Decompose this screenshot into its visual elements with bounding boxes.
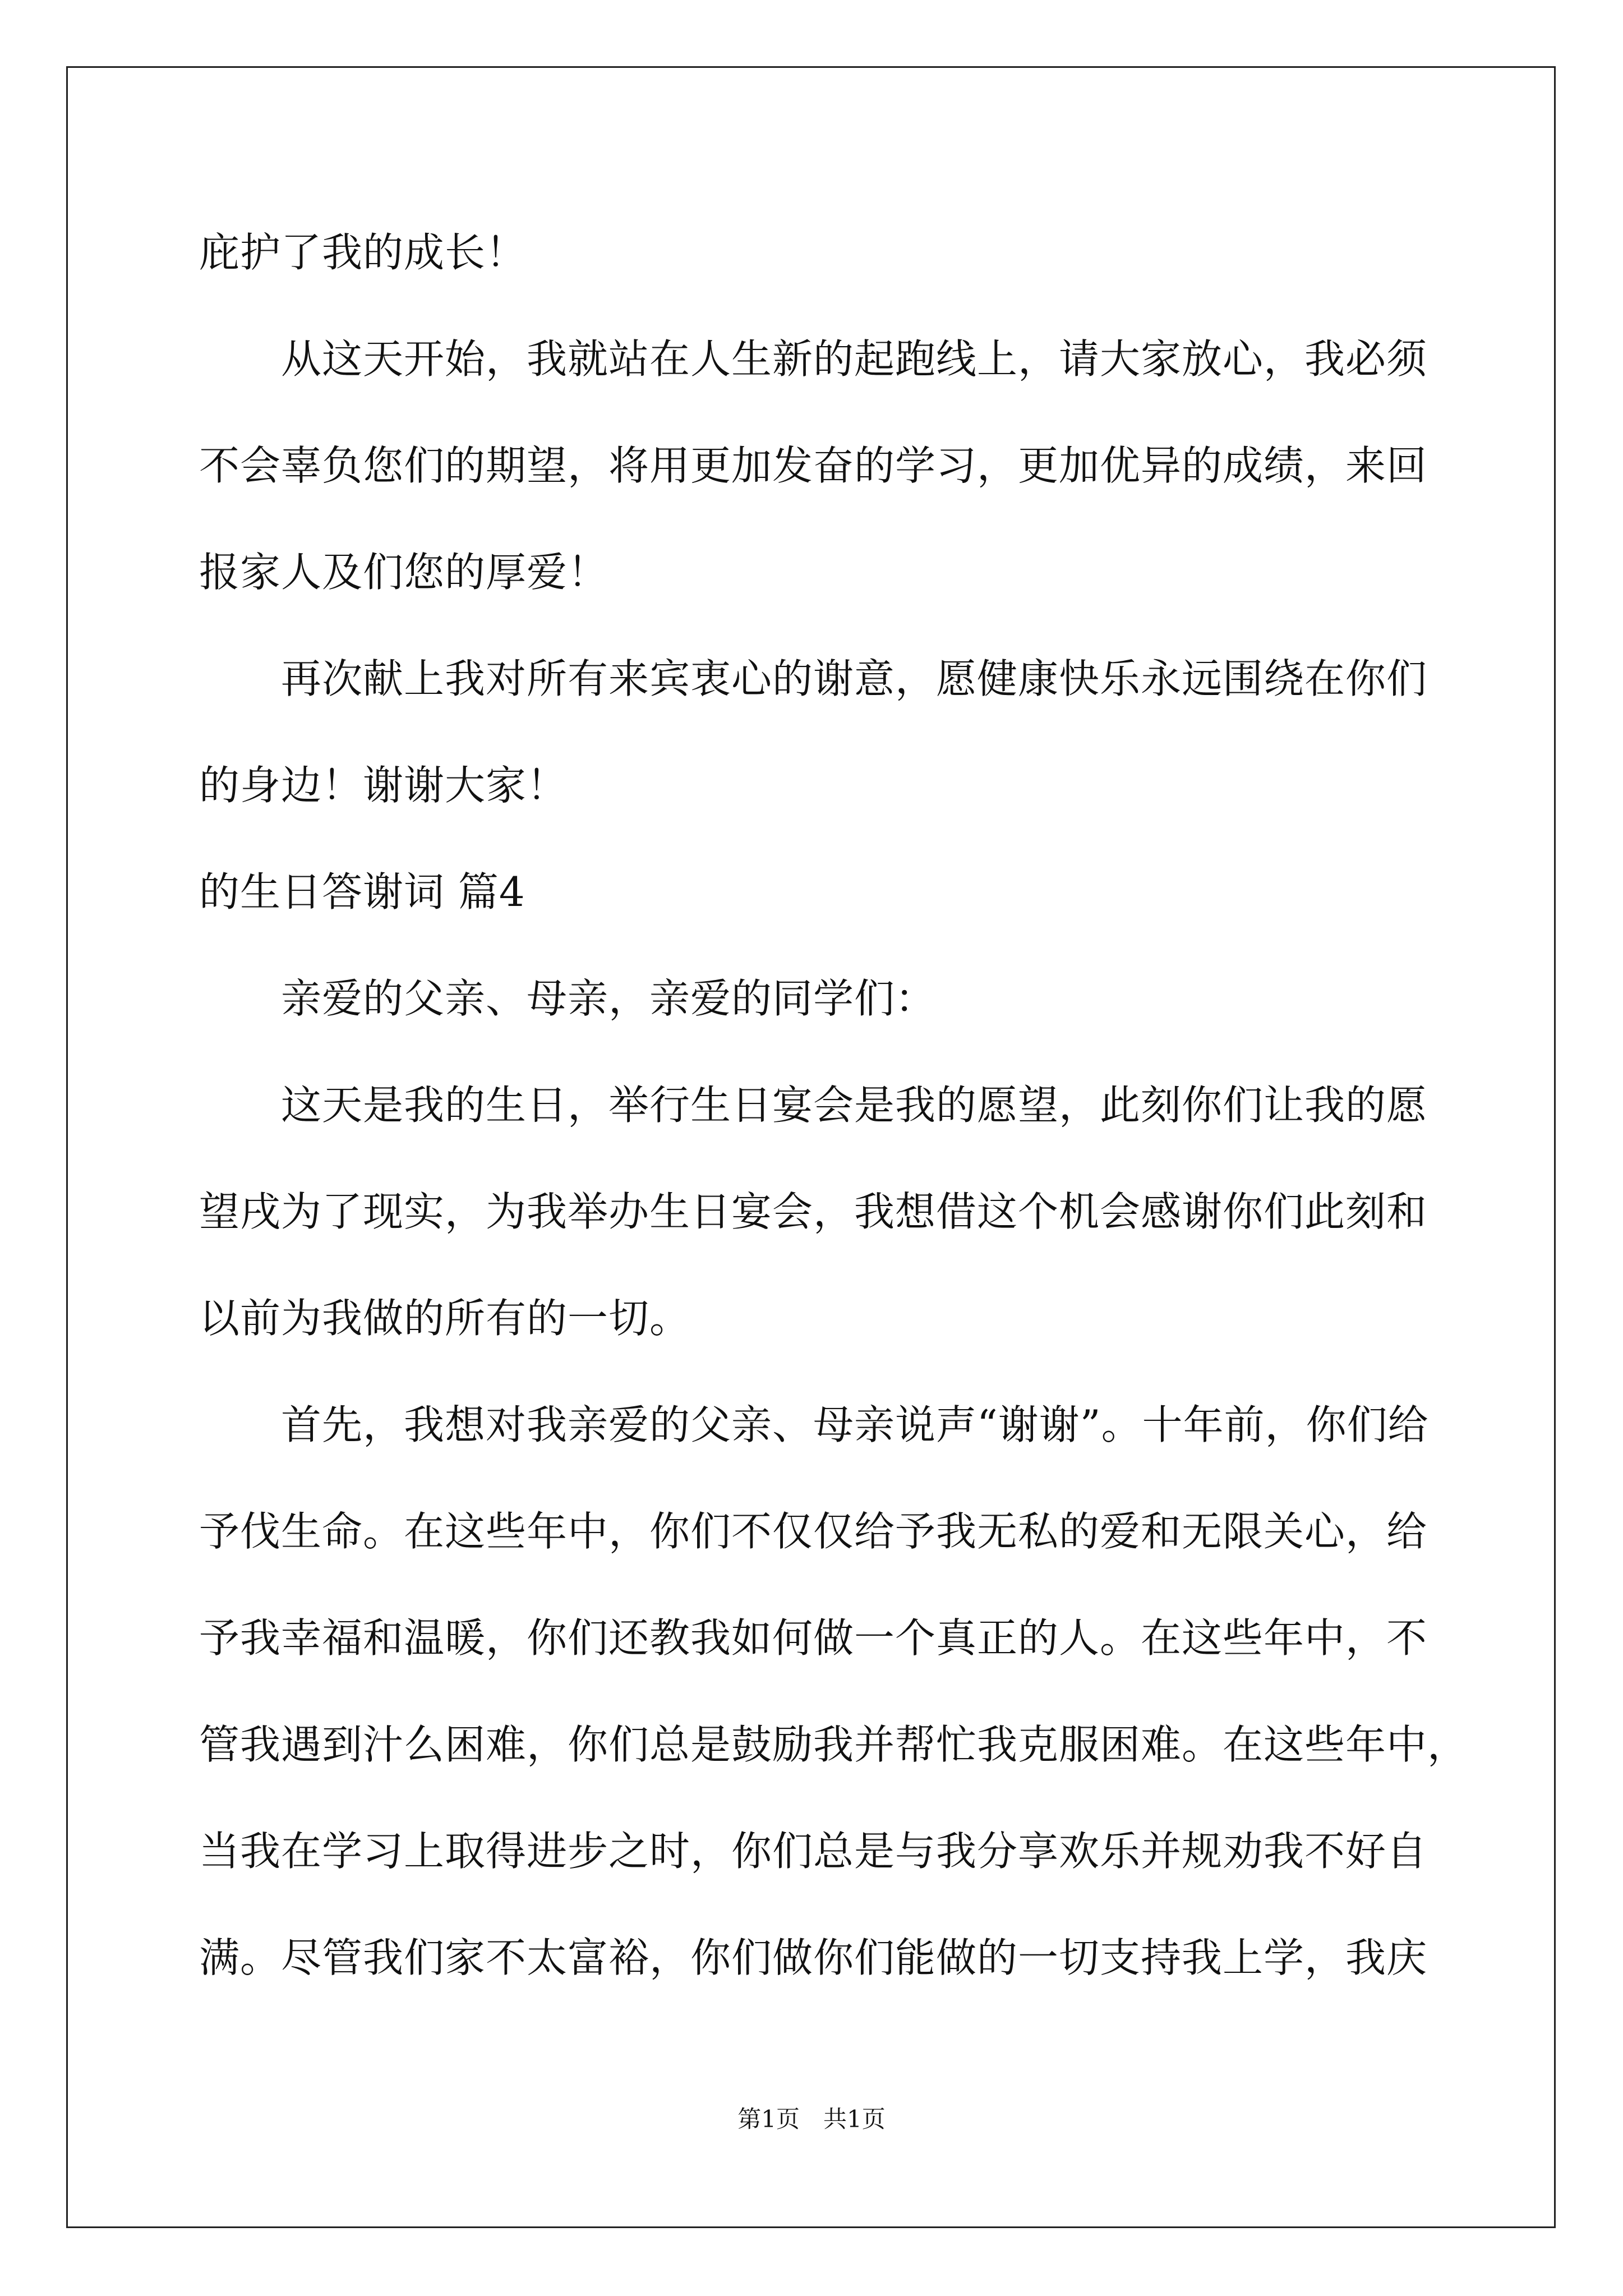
text-line: 再次献上我对所有来宾衷心的谢意，愿健康快乐永远围绕在你们 [199,655,1428,702]
text-line: 予伐生命。在这些年中，你们不仅仅给予我无私的爱和无限关心，给 [199,1508,1428,1555]
text-line: 当我在学习上取得进步之时，你们总是与我分享欢乐并规劝我不好自 [199,1828,1428,1875]
text-line: 不会辜负您们的期望，将用更加发奋的学习，更加优异的成绩，来回 [199,442,1428,489]
text-line: 的身边！谢谢大家！ [199,762,568,809]
text-line: 报家人及们您的厚爱！ [199,549,609,596]
text-line: 亲爱的父亲、母亲，亲爱的同学们： [199,975,937,1022]
text-line: 望戌为了现实，为我举办生日宴会，我想借这个机会感谢你们此刻和 [199,1188,1428,1235]
text-line: 首先，我想对我亲爱的父亲、母亲说声“谢谢”。十年前，你们给 [199,1401,1429,1448]
page-footer: 第1页 共1页 [737,2105,886,2133]
section-heading: 的生日答谢词 篇4 [199,868,525,915]
text-line: 管我遇到汁么困难，你们总是鼓励我并帮忙我克服困难。在这些年中， [199,1721,1469,1768]
text-line: 满。尽管我们家不太富裕，你们做你们能做的一切支持我上学，我庆 [199,1934,1428,1981]
text-line: 以前为我做的所有的一切。 [199,1295,691,1342]
text-line: 予我幸福和温暖，你们还教我如何做一个真正的人。在这些年中，不 [199,1614,1428,1662]
text-line: 庇护了我的成长！ [199,229,527,276]
text-line: 从这天开始，我就站在人生新的起跑线上，请大家放心，我必须 [199,335,1428,383]
text-line: 这天是我的生日，举行生日宴会是我的愿望，此刻你们让我的愿 [199,1082,1428,1129]
page-border [66,66,1556,2228]
